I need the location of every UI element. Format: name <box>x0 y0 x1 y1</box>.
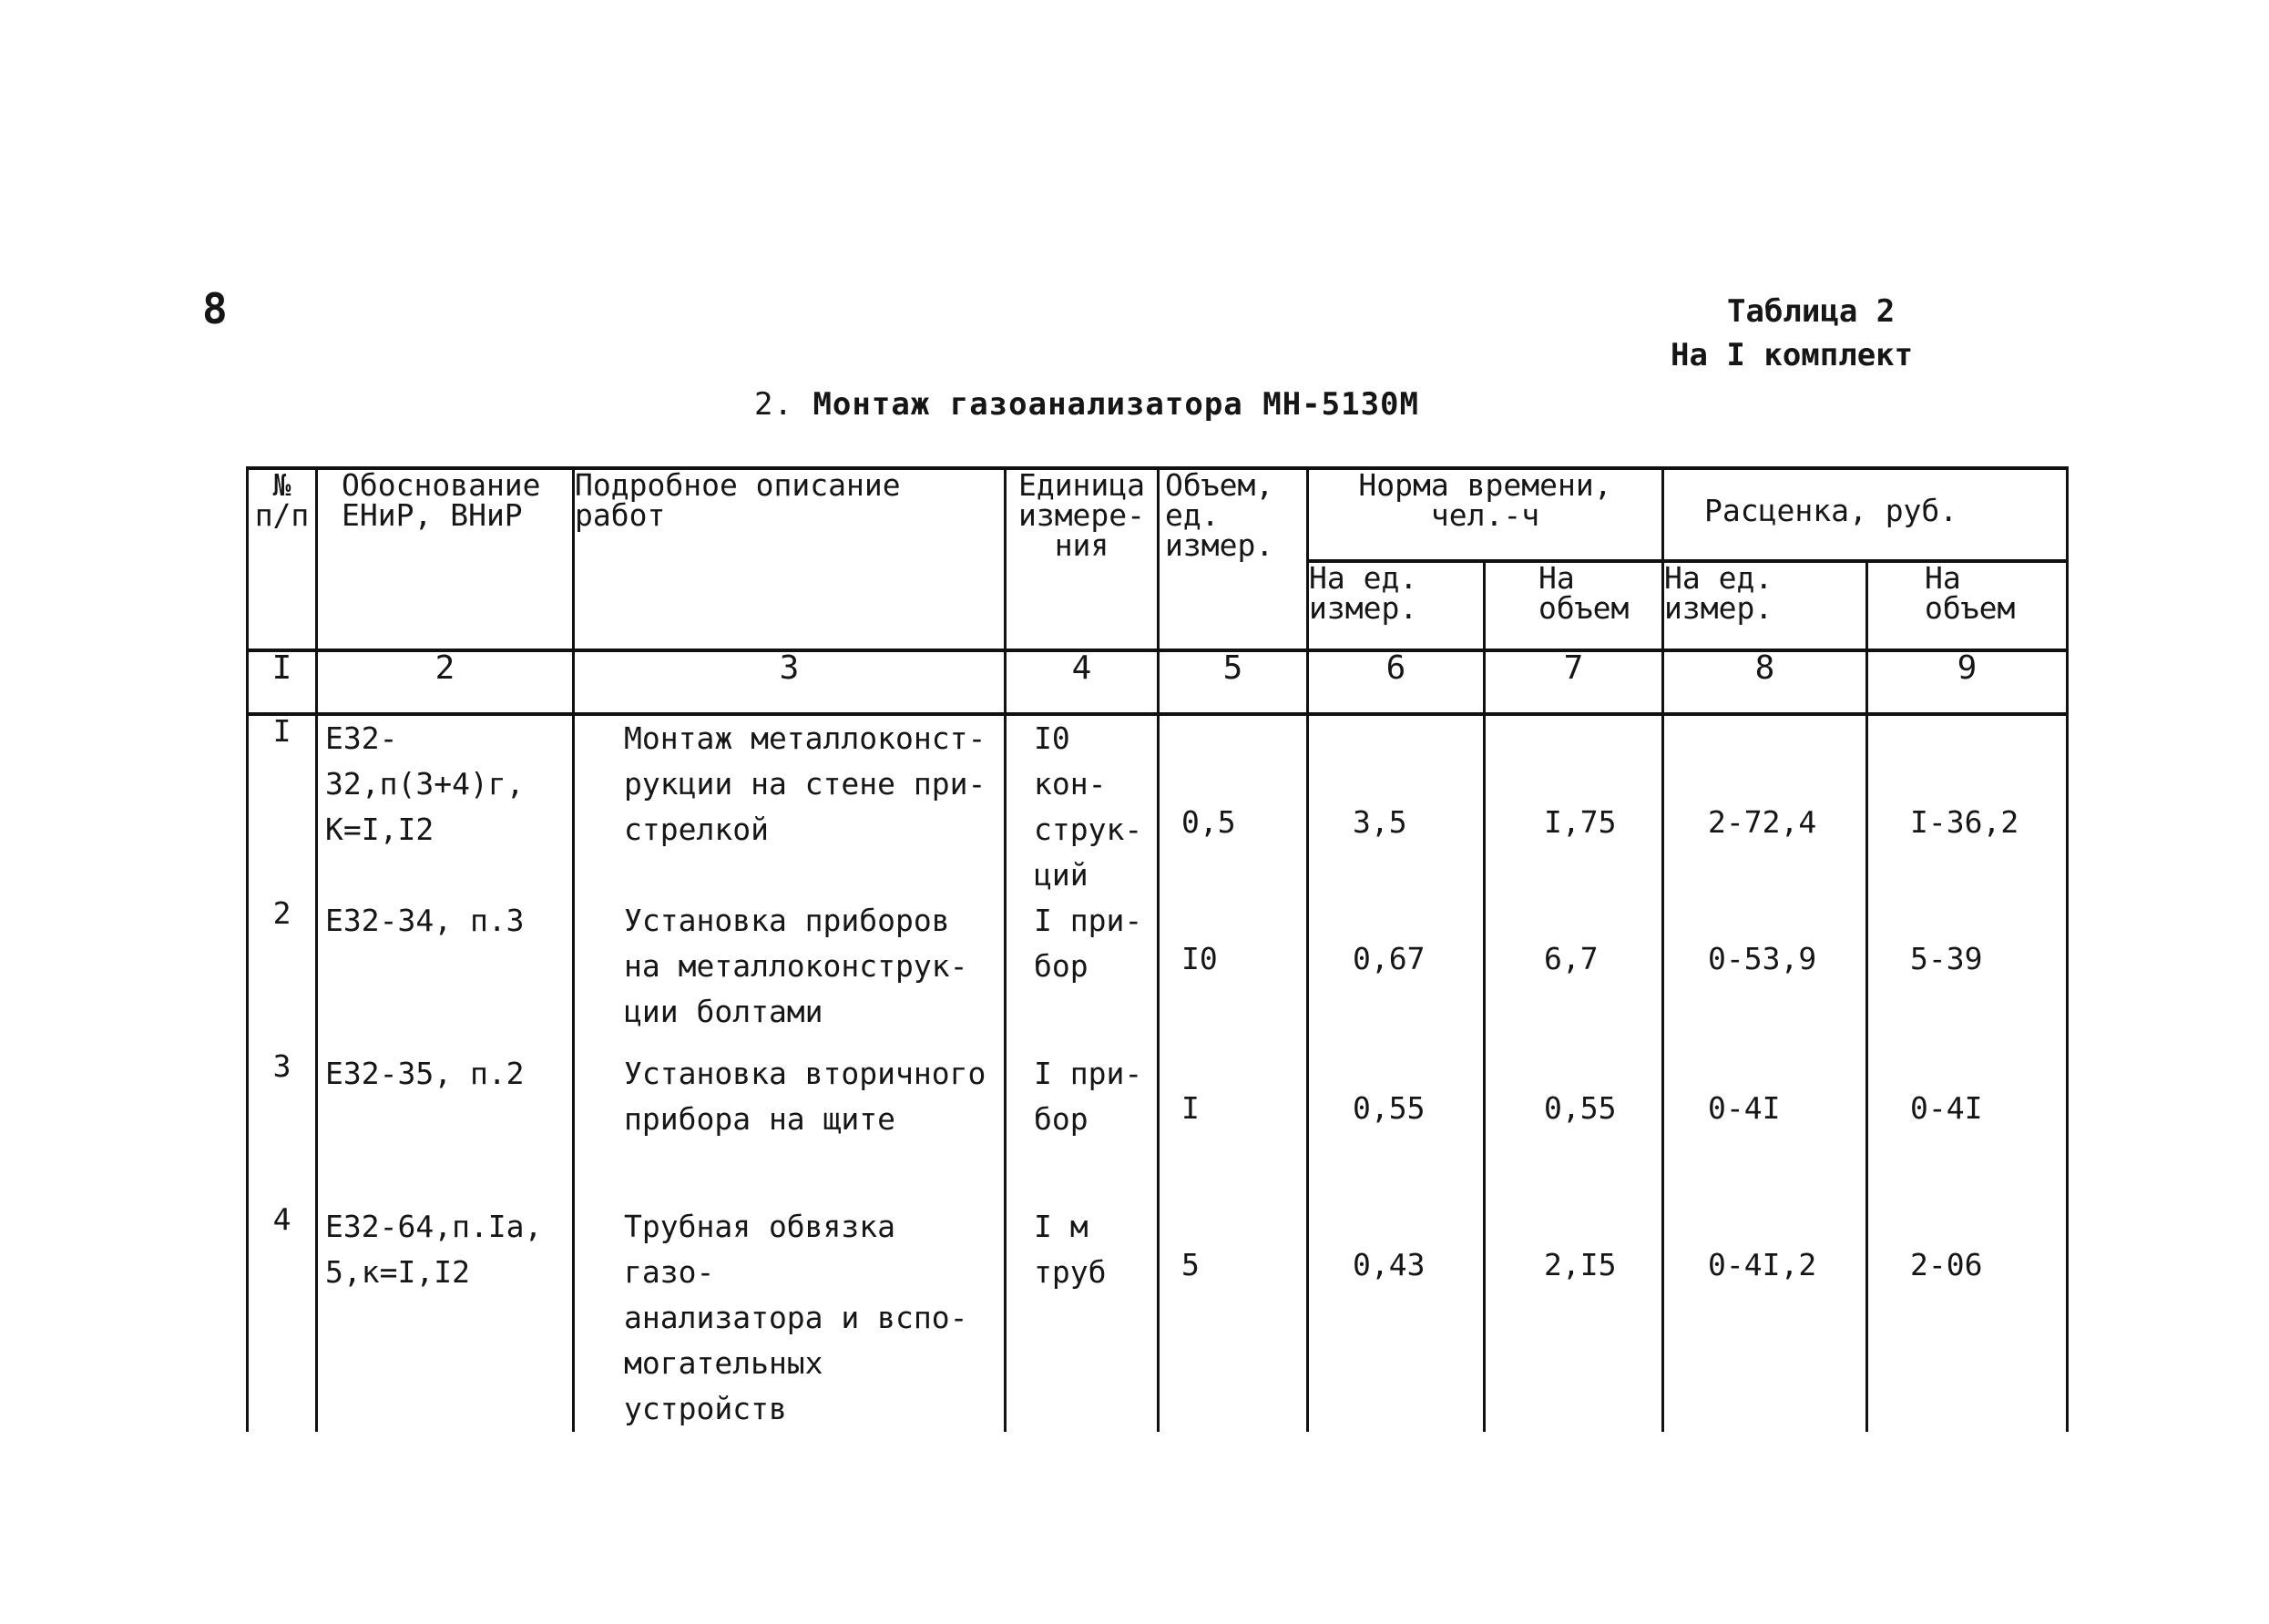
unit-line: I м <box>1034 1209 1089 1244</box>
unit-line: труб <box>1034 1254 1107 1290</box>
norm-volume-value: I,75 <box>1544 804 1617 840</box>
norm-unit-value: 3,5 <box>1353 804 1407 840</box>
row-number: 3 <box>248 1051 317 1204</box>
work-norms-table <box>246 466 2069 1432</box>
basis-line: К=I,I2 <box>325 812 434 847</box>
table-label: Таблица 2 <box>1727 293 1896 330</box>
description-line: стрелкой <box>624 812 769 847</box>
page-number: 8 <box>202 284 228 333</box>
volume-value: I0 <box>1181 941 1218 976</box>
column-number: 6 <box>1308 650 1485 714</box>
description-line: Монтаж металлоконст- <box>624 720 986 756</box>
column-number: 7 <box>1485 650 1663 714</box>
price-unit-value: 0-4I,2 <box>1708 1247 1817 1282</box>
unit-line: бор <box>1034 948 1089 984</box>
description-line: прибора на щите <box>624 1101 896 1137</box>
price-unit-value: 0-53,9 <box>1708 941 1817 976</box>
volume-value: 5 <box>1181 1247 1200 1282</box>
price-unit-value: 2-72,4 <box>1708 804 1817 840</box>
header-unit: Единица измере-ния <box>1006 468 1159 650</box>
norm-unit-value: 0,43 <box>1353 1247 1426 1282</box>
price-volume-value: 0-4I <box>1910 1090 1983 1126</box>
column-number: I <box>248 650 317 714</box>
header-price-unit: На ед. измер. <box>1663 561 1867 650</box>
description-line: Трубная обвязка газо- <box>624 1209 896 1290</box>
column-numbers-row <box>248 650 2068 714</box>
header-norm-unit: На ед. измер. <box>1308 561 1485 650</box>
basis-line: Е32-35, п.2 <box>325 1056 525 1091</box>
column-number: 3 <box>574 650 1006 714</box>
description-line: Установка приборов <box>624 903 950 938</box>
basis-line: Е32-32,п(3+4)г, <box>325 720 525 802</box>
header-norm: Норма времени, чел.-ч <box>1308 468 1663 561</box>
table-title <box>754 386 1419 423</box>
header-basis: Обоснование ЕНиР, ВНиР <box>317 468 574 650</box>
header-price-volume: На объем <box>1867 561 2068 650</box>
unit-line: ций <box>1034 857 1089 893</box>
title-text: Монтаж газоанализатора МН-5130М <box>813 386 1419 423</box>
description-line: ции болтами <box>624 994 823 1029</box>
column-number: 9 <box>1867 650 2068 714</box>
column-number: 2 <box>317 650 574 714</box>
price-unit-value: 0-4I <box>1708 1090 1781 1126</box>
volume-value: I <box>1181 1090 1200 1126</box>
norm-unit-value: 0,55 <box>1353 1090 1426 1126</box>
price-volume-value: I-36,2 <box>1910 804 2019 840</box>
title-number: 2. <box>754 386 793 423</box>
norm-volume-value: 0,55 <box>1544 1090 1617 1126</box>
description-line: Установка вторичного <box>624 1056 986 1091</box>
header-norm-volume: На объем <box>1485 561 1663 650</box>
unit-line: струк- <box>1034 812 1143 847</box>
table-row <box>248 898 2068 1051</box>
table-row <box>248 1051 2068 1204</box>
description-line: на металлоконструк- <box>624 948 968 984</box>
row-number: I <box>248 714 317 898</box>
column-number: 8 <box>1663 650 1867 714</box>
unit-line: I при- <box>1034 903 1143 938</box>
unit-line: I0 кон- <box>1034 720 1107 802</box>
column-number: 4 <box>1006 650 1159 714</box>
table-row <box>248 1204 2068 1432</box>
price-volume-value: 2-06 <box>1910 1247 1983 1282</box>
price-volume-value: 5-39 <box>1910 941 1983 976</box>
header-price: Расценка, руб. <box>1663 468 2068 561</box>
row-number: 4 <box>248 1204 317 1432</box>
header-volume: Объем, ед. измер. <box>1159 468 1308 650</box>
description-line: могательных устройств <box>624 1345 823 1426</box>
description-line: анализатора и вспо- <box>624 1300 968 1335</box>
row-number: 2 <box>248 898 317 1051</box>
norm-volume-value: 6,7 <box>1544 941 1599 976</box>
table-row <box>248 714 2068 898</box>
unit-line: I при- <box>1034 1056 1143 1091</box>
header-number: № п/п <box>248 468 317 650</box>
unit-line: бор <box>1034 1101 1089 1137</box>
basis-line: Е32-64,п.Iа, <box>325 1209 543 1244</box>
table-unit: На I комплект <box>1671 337 1914 373</box>
basis-line: Е32-34, п.3 <box>325 903 525 938</box>
column-number: 5 <box>1159 650 1308 714</box>
basis-line: 5,к=I,I2 <box>325 1254 470 1290</box>
norm-volume-value: 2,I5 <box>1544 1247 1617 1282</box>
norm-unit-value: 0,67 <box>1353 941 1426 976</box>
description-line: рукции на стене при- <box>624 766 986 802</box>
volume-value: 0,5 <box>1181 804 1236 840</box>
header-description: Подробное описание работ <box>574 468 1006 650</box>
